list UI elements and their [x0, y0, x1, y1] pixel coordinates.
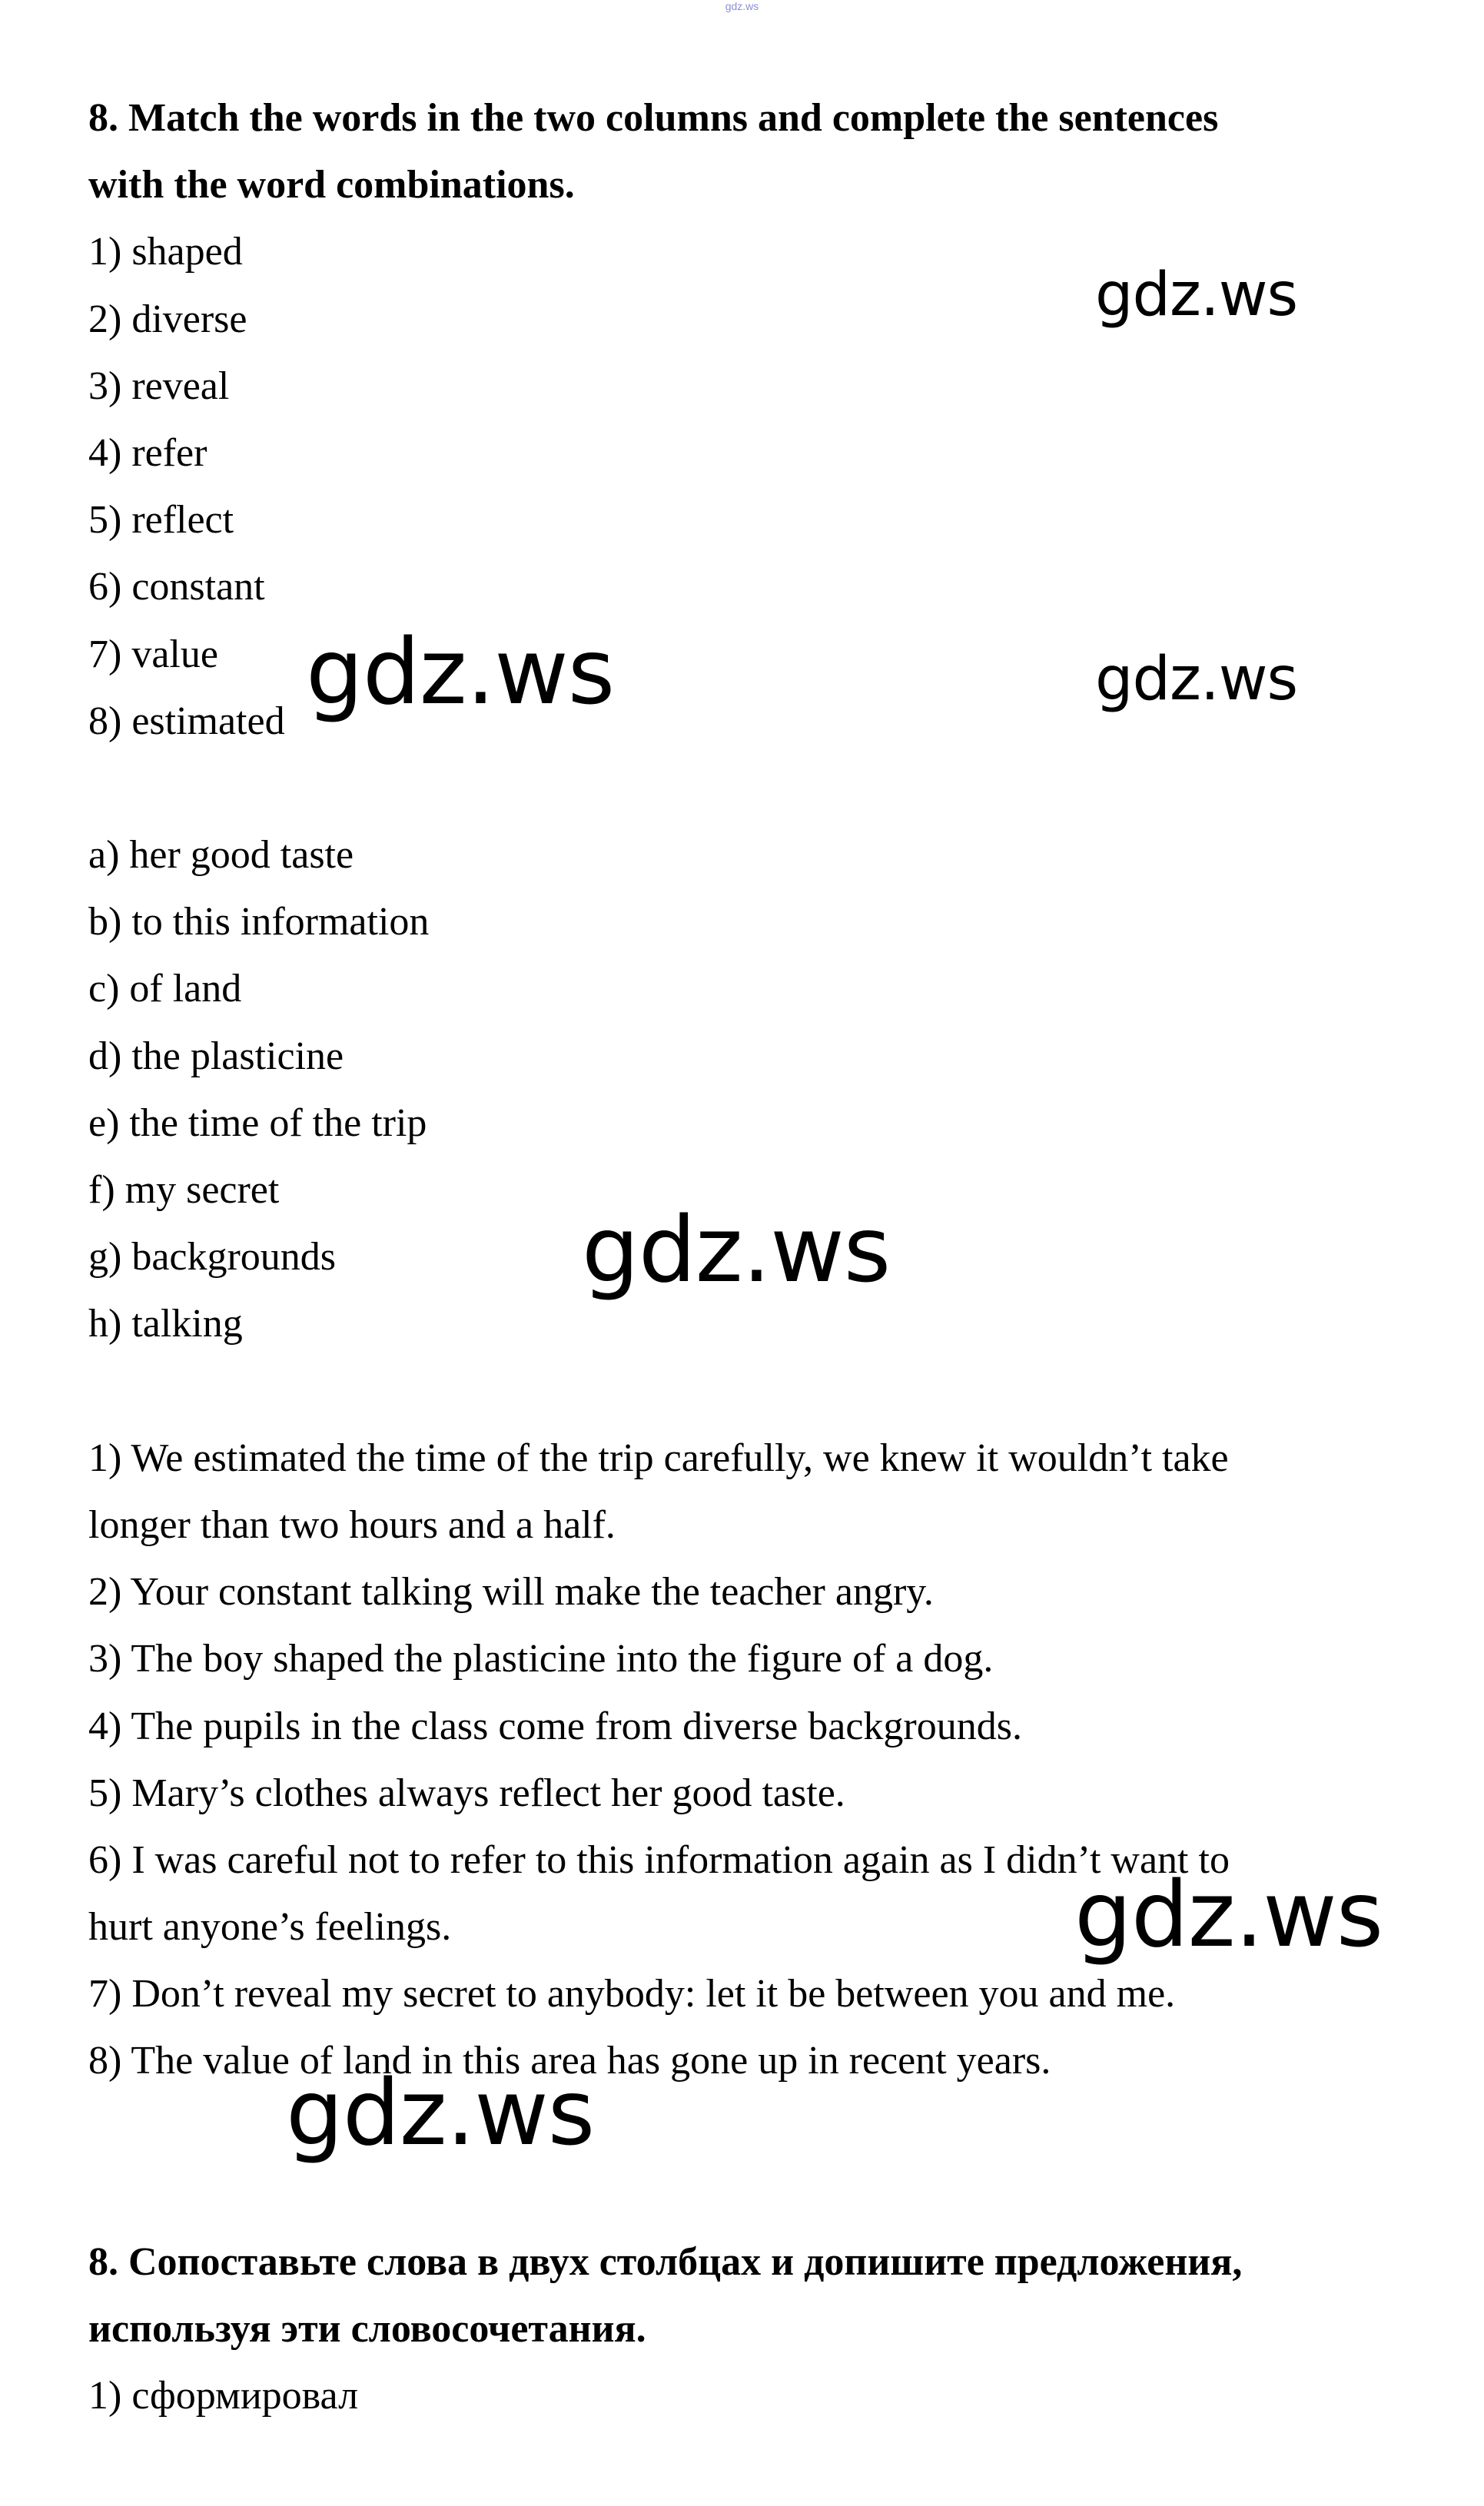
phrase-item: a) her good taste [88, 833, 354, 878]
sentence-line: 8) The value of land in this area has gone up in recent years. [88, 2039, 1051, 2083]
header-watermark: gdz.ws [725, 0, 759, 12]
spacer [88, 755, 1410, 822]
word-item: 2) diverse [88, 297, 247, 341]
word-item: 1) shaped [88, 230, 243, 274]
spacer [88, 1358, 1410, 1425]
watermark-logo: gdz.ws [1074, 1861, 1383, 1967]
phrase-item: b) to this information [88, 900, 430, 944]
watermark-logo: gdz.ws [1095, 261, 1298, 330]
word-item: 5) reflect [88, 498, 234, 543]
sentence-line: 6) I was careful not to refer to this information again as I didn’t want to [88, 1837, 1230, 1882]
sentence-list [88, 1425, 1410, 2095]
phrase-item: d) the plasticine [88, 1034, 344, 1078]
sentence-line: 7) Don’t reveal my secret to anybody: let it be between you and me. [88, 1972, 1176, 2016]
phrase-item: h) talking [88, 1302, 243, 1346]
sentence-line: 3) The boy shaped the plasticine into the figure of a dog. [88, 1637, 994, 1681]
task-title-en-line2: with the word combinations. [88, 163, 575, 207]
phrase-item: g) backgrounds [88, 1235, 337, 1280]
sentence-line: longer than two hours and a half. [88, 1502, 616, 1547]
word-item: 7) value [88, 632, 218, 676]
watermark-logo: gdz.ws [306, 619, 615, 725]
sentence-line: 2) Your constant talking will make the teacher angry. [88, 1570, 934, 1615]
phrase-item: c) of land [88, 967, 242, 1011]
watermark-logo: gdz.ws [582, 1197, 891, 1303]
sentence-line: 1) We estimated the time of the trip carefully, we knew it wouldn’t take [88, 1436, 1229, 1480]
word-item: 3) reveal [88, 363, 230, 408]
word-item: 8) estimated [88, 699, 285, 743]
word-item: 4) refer [88, 430, 207, 475]
spacer [88, 2162, 1410, 2229]
phrase-item: e) the time of the trip [88, 1100, 427, 1145]
word-item: 6) constant [88, 565, 265, 609]
task-title-ru-line1: 8. Сопоставьте слова в двух столбцах и допишите предложения, [88, 2240, 1243, 2284]
task-title-ru-line2: используя эти словосочетания. [88, 2307, 646, 2352]
task-title-en-line1: 8. Match the words in the two columns and complete the sentences [88, 96, 1219, 140]
sentence-line: 5) Mary’s clothes always reflect her good taste. [88, 1771, 845, 1815]
watermark-logo: gdz.ws [1095, 645, 1298, 714]
phrase-item: f) my secret [88, 1168, 280, 1212]
sentence-line: hurt anyone’s feelings. [88, 1905, 452, 1950]
ru-word-item: 1) сформировал [88, 2374, 359, 2418]
watermark-logo: gdz.ws [286, 2060, 595, 2166]
sentence-line: 4) The pupils in the class come from diverse backgrounds. [88, 1704, 1022, 1748]
